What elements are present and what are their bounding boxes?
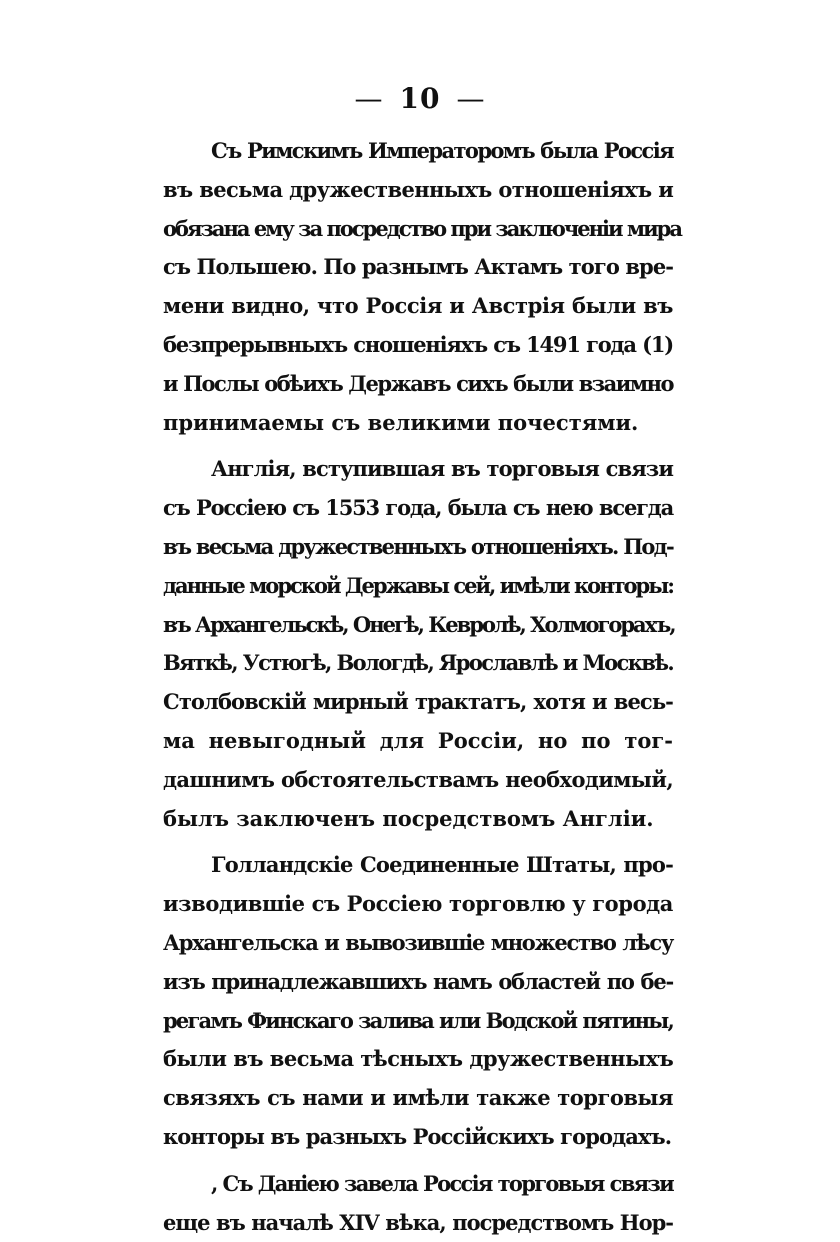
page-number: 10 xyxy=(399,82,441,115)
text-line: были въ весьма тѣсныхъ дружественныхъ xyxy=(163,1046,674,1072)
text-line: ма невыгодный для Россіи, но по тог- xyxy=(163,727,673,753)
text-line: Архангельска и вывозившіе множество лѣсу xyxy=(163,929,673,955)
text-line: Вяткѣ, Устюгѣ, Вологдѣ, Ярославлѣ и Москвѣ. xyxy=(163,650,674,676)
text-line: безпрерывныхъ сношеніяхъ съ 1491 года (1) xyxy=(163,331,673,357)
text-line: въ весьма дружественныхъ отношеніяхъ и xyxy=(163,176,674,202)
text-line: Столбовскій мирный трактатъ, хотя и весь- xyxy=(163,689,673,715)
text-line: Англія, вступившая въ торговыя связи xyxy=(211,456,673,482)
text-line: съ Польшею. По разнымъ Актамъ того вре- xyxy=(163,254,674,280)
text-line: въ весьма дружественныхъ отношеніяхъ. Под- xyxy=(163,533,673,559)
header-dash-right: — xyxy=(456,82,486,115)
page-header xyxy=(0,82,840,115)
text-line: мени видно, что Россія и Австрія были въ xyxy=(163,293,673,319)
text-line: съ Россіею съ 1553 года, была съ нею всегда xyxy=(163,495,673,521)
text-line: изъ принадлежавшихъ намъ областей по бе- xyxy=(163,968,673,994)
text-line: изводившіе съ Россіею торговлю у города xyxy=(163,891,673,917)
text-line: данные морской Державы сей, имѣли конторы: xyxy=(163,572,673,598)
header-dash-left: — xyxy=(354,82,384,115)
paragraph-denmark xyxy=(163,1165,673,1242)
text-line: еще въ началѣ XIV вѣка, посредствомъ Нор- xyxy=(163,1209,673,1235)
text-line: конторы въ разныхъ Россійскихъ городахъ. xyxy=(163,1123,672,1149)
text-line: принимаемы съ великими почестями. xyxy=(163,409,639,435)
body-text xyxy=(163,132,681,1242)
text-line: Съ Римскимъ Императоромъ была Россія xyxy=(211,138,673,163)
text-line: Голландскіе Соединенные Штаты, про- xyxy=(211,852,673,878)
text-line: обязана ему за посредство при заключеніи мира xyxy=(163,215,681,241)
text-line: связяхъ съ нами и имѣли также торговыя xyxy=(163,1085,673,1111)
paragraph-netherlands xyxy=(163,846,673,1156)
text-line: , Съ Даніею завела Россія торговыя связи xyxy=(211,1170,673,1196)
text-line: былъ заключенъ посредствомъ Англіи. xyxy=(163,805,654,831)
paragraph-roman-emperor xyxy=(163,132,681,442)
text-line: въ Архангельскѣ, Онегѣ, Кевролѣ, Холмогорахъ, xyxy=(163,611,675,637)
paragraph-england xyxy=(163,450,673,838)
text-line: и Послы обѣихъ Державъ сихъ были взаимно xyxy=(163,370,673,396)
text-line: регамъ Финскаго залива или Водской пятины, xyxy=(163,1007,673,1033)
text-line: дашнимъ обстоятельствамъ необходимый, xyxy=(163,766,674,792)
